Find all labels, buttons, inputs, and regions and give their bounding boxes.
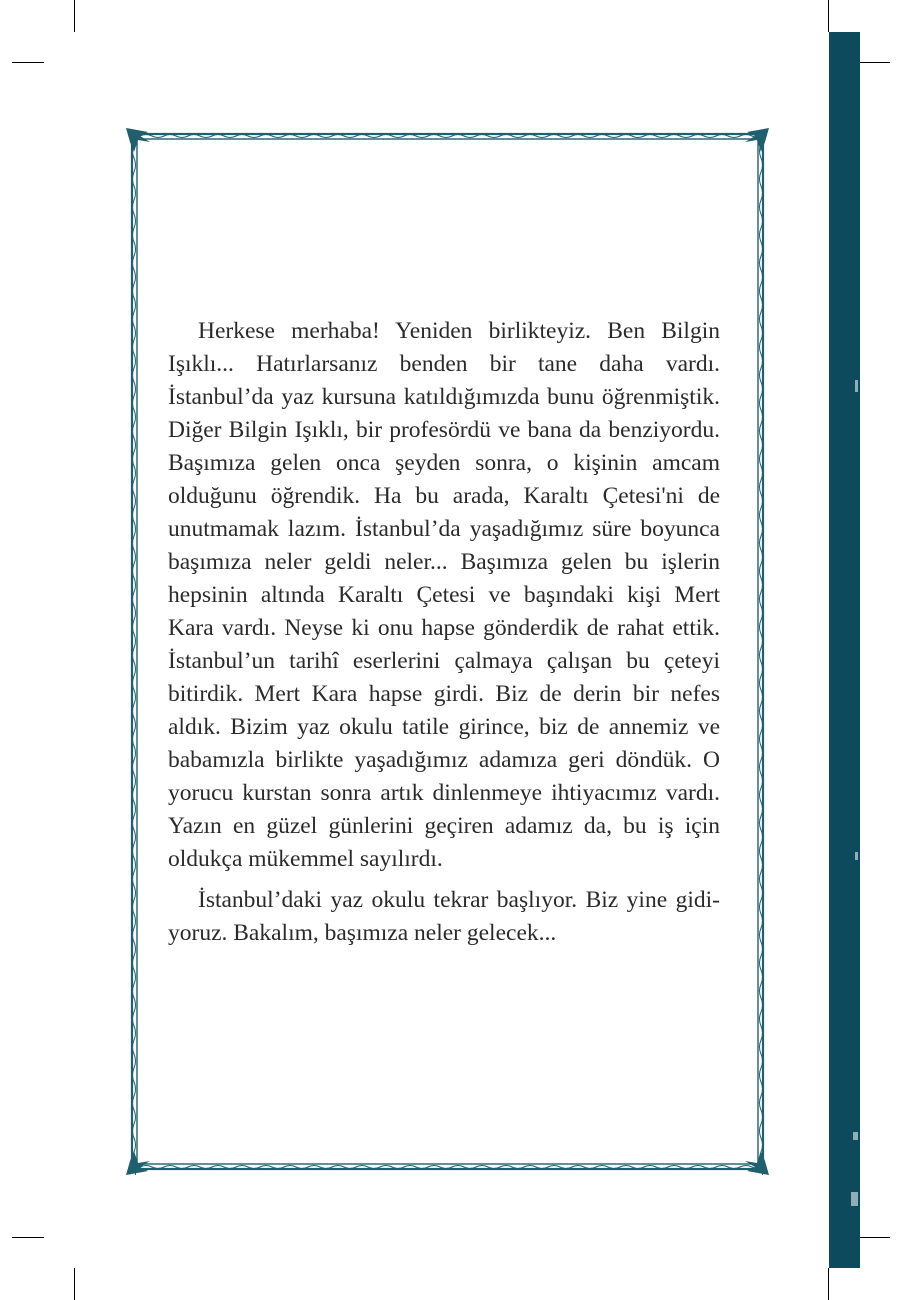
crop-mark-top-right-vertical [828,0,829,32]
crop-mark-bottom-left-horizontal [12,1237,44,1238]
crop-mark-bottom-right-vertical [828,1268,829,1300]
spine-mark [853,1132,858,1140]
crop-mark-top-right-horizontal [858,62,890,63]
paragraph: İstanbul’daki yaz okulu tekrar başlıyor. Biz yine gidiyoruz. Bakalım, başımıza neler gelecek... [168,887,720,946]
paragraph: Herkese merhaba! Yeniden birlikteyiz. Ben Bilgin Işıklı... Hatırlarsanız benden bir tane daha vardı. İstanbul’da yaz kursuna katıldığımızda bunu öğrenmiştik. Diğer Bilgin Işıklı, bir profesördü ve bana da benziyordu. Başımıza gelen onca şeyden sonra, o kişinin amcam olduğunu öğrendik. Ha bu arada, Karaltı Çetesi'ni de unutmamak lazım. İstanbul’da yaşadığımız süre boyunca başımıza neler geldi neler... Başımıza gelen bu işlerin hepsinin altında Karaltı Çetesi ve başındaki kişi Mert Kara vardı. Neyse ki onu hapse gönderdik de rahat ettik. İstanbul’un tarihî eserlerini çalmaya çalışan bu çeteyi bitirdik. Mert Kara hapse girdi. Biz de derin bir nefes aldık. Bizim yaz okulu tatile girince, biz de annemiz ve babamızla birlikte yaşadığımız adamıza geri döndük. O yorucu kurstan sonra artık dinlenmeye ihtiyacımız vardı. Yazın en güzel günlerini geçiren adamız da, bu iş için oldukça mükemmel sayılırdı. [168,318,720,872]
book-spine-strip [829,32,860,1268]
crop-mark-top-left-horizontal [12,62,44,63]
crop-mark-top-left-vertical [74,0,75,32]
spine-mark [855,852,858,860]
spine-mark [851,1192,858,1206]
crop-mark-bottom-left-vertical [74,1268,75,1300]
body-text [168,315,720,950]
crop-mark-bottom-right-horizontal [858,1237,890,1238]
spine-mark [855,380,858,392]
